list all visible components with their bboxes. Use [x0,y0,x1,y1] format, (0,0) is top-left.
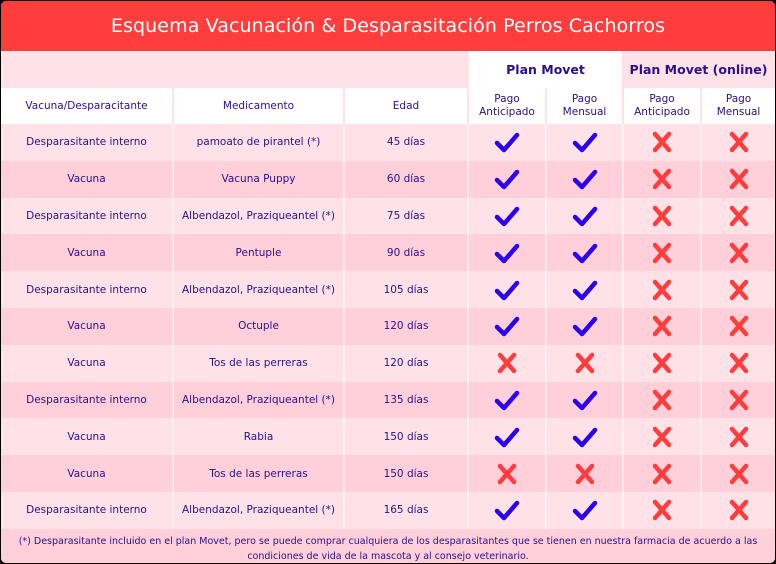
cross-icon [649,247,675,259]
table-row [1,124,775,161]
cell-plan1-monthly [545,492,622,529]
cell-plan1-monthly [545,124,622,161]
cell-age: 150 días [343,455,467,492]
cell-type: Vacuna [1,234,172,271]
column-header-plan2-advance [622,88,700,124]
cell-medication: Tos de las perreras [172,345,343,382]
cell-plan2-advance [622,308,700,345]
cross-icon [726,247,752,259]
cell-plan2-monthly [700,124,775,161]
table-row [1,492,775,529]
check-icon [572,394,598,406]
cell-plan2-advance [622,418,700,455]
cell-type: Vacuna [1,418,172,455]
cell-age: 120 días [343,308,467,345]
cell-age: 75 días [343,198,467,235]
cell-medication: pamoato de pirantel (*) [172,124,343,161]
header-line: Anticipado [634,106,690,118]
cross-icon [649,136,675,148]
cell-plan1-advance [467,492,545,529]
table-row [1,382,775,419]
table-row [1,161,775,198]
header-line: Pago [571,93,598,106]
cell-type: Vacuna [1,308,172,345]
column-header-medication: Medicamento [172,88,343,124]
cross-icon [649,173,675,185]
cell-plan2-advance [622,198,700,235]
cell-age: 105 días [343,271,467,308]
cell-plan2-advance [622,492,700,529]
plan-header-row [1,51,775,88]
table-row [1,455,775,492]
check-icon [494,320,520,332]
column-header-plan2-monthly [700,88,775,124]
cell-type: Vacuna [1,161,172,198]
cross-icon [726,504,752,516]
cross-icon [649,210,675,222]
check-icon [572,210,598,222]
cell-age: 150 días [343,418,467,455]
cell-age: 135 días [343,382,467,419]
cell-medication: Albendazol, Praziqueantel (*) [172,492,343,529]
cell-plan1-monthly [545,418,622,455]
cell-plan2-advance [622,234,700,271]
check-icon [494,431,520,443]
plan-movet-header: Plan Movet [467,51,622,88]
cell-medication: Octuple [172,308,343,345]
cell-plan1-monthly [545,271,622,308]
cell-plan2-advance [622,271,700,308]
cross-icon [726,284,752,296]
header-line: Pago [494,93,520,106]
cell-plan1-advance [467,198,545,235]
check-icon [572,431,598,443]
check-icon [494,173,520,185]
cell-age: 90 días [343,234,467,271]
cross-icon [726,173,752,185]
cell-plan1-advance [467,161,545,198]
cell-medication: Albendazol, Praziqueantel (*) [172,382,343,419]
cell-plan2-advance [622,345,700,382]
table-body [1,124,775,529]
cell-plan2-monthly [700,234,775,271]
cell-type: Vacuna [1,455,172,492]
cross-icon [572,357,598,369]
cell-medication: Pentuple [172,234,343,271]
check-icon [494,284,520,296]
page-title: Esquema Vacunación & Desparasitación Perros Cachorros [1,1,775,51]
header-line: Anticipado [479,106,535,118]
cross-icon [494,468,520,480]
cell-plan2-monthly [700,382,775,419]
cell-plan2-monthly [700,492,775,529]
table-row [1,198,775,235]
cross-icon [494,357,520,369]
table-row [1,418,775,455]
cross-icon [649,284,675,296]
cross-icon [649,394,675,406]
cell-type: Desparasitante interno [1,492,172,529]
cell-plan1-advance [467,124,545,161]
check-icon [572,136,598,148]
cell-plan1-monthly [545,345,622,382]
cell-plan1-advance [467,308,545,345]
cross-icon [726,320,752,332]
plan-movet-online-header: Plan Movet (online) [622,51,775,88]
cross-icon [726,136,752,148]
cell-plan2-monthly [700,198,775,235]
column-header-row [1,88,775,124]
cell-plan2-advance [622,455,700,492]
cell-plan1-advance [467,271,545,308]
schedule-table [1,51,775,529]
cell-type: Desparasitante interno [1,271,172,308]
cell-type: Desparasitante interno [1,382,172,419]
table-row [1,271,775,308]
column-header-plan1-monthly [545,88,622,124]
column-header-plan1-advance [467,88,545,124]
cross-icon [572,468,598,480]
cross-icon [649,468,675,480]
cell-plan1-advance [467,234,545,271]
cell-age: 120 días [343,345,467,382]
check-icon [494,210,520,222]
cell-plan2-advance [622,161,700,198]
cell-type: Desparasitante interno [1,198,172,235]
cell-plan2-advance [622,124,700,161]
cross-icon [649,357,675,369]
cell-plan2-monthly [700,271,775,308]
column-header-age: Edad [343,88,467,124]
cross-icon [726,468,752,480]
header-line: Mensual [716,106,761,118]
cell-medication: Albendazol, Praziqueantel (*) [172,198,343,235]
cell-plan2-monthly [700,345,775,382]
check-icon [572,320,598,332]
cell-plan1-monthly [545,308,622,345]
check-icon [572,504,598,516]
cross-icon [726,394,752,406]
cell-plan2-advance [622,382,700,419]
cross-icon [726,210,752,222]
schedule-card [1,1,775,563]
cell-plan1-advance [467,418,545,455]
header-line: Mensual [562,106,607,118]
blank-cell [1,51,467,88]
check-icon [572,173,598,185]
column-header-type: Vacuna/Desparacitante [1,88,172,124]
cell-plan2-monthly [700,455,775,492]
cross-icon [649,431,675,443]
header-line: Pago [725,93,752,106]
check-icon [494,394,520,406]
cell-medication: Tos de las perreras [172,455,343,492]
table-row [1,345,775,382]
cell-plan2-monthly [700,418,775,455]
cell-type: Vacuna [1,345,172,382]
cell-medication: Rabia [172,418,343,455]
check-icon [494,136,520,148]
cell-age: 45 días [343,124,467,161]
cell-plan1-monthly [545,198,622,235]
cell-plan1-advance [467,382,545,419]
cross-icon [726,357,752,369]
cell-plan1-advance [467,345,545,382]
table-row [1,234,775,271]
check-icon [572,284,598,296]
cell-plan1-advance [467,455,545,492]
cell-medication: Albendazol, Praziqueantel (*) [172,271,343,308]
check-icon [494,504,520,516]
cell-medication: Vacuna Puppy [172,161,343,198]
check-icon [572,247,598,259]
cell-plan1-monthly [545,382,622,419]
check-icon [494,247,520,259]
cross-icon [726,431,752,443]
cross-icon [649,504,675,516]
cell-plan2-monthly [700,308,775,345]
cross-icon [649,320,675,332]
cell-age: 60 días [343,161,467,198]
cell-plan1-monthly [545,161,622,198]
cell-plan1-monthly [545,455,622,492]
footnote: (*) Desparasitante incluido en el plan Movet, pero se puede comprar cualquiera de los desparasitantes que se tienen en nuestra farmacia de acuerdo a las condiciones de vida de la mascota y al consejo veterinario. [1,529,775,563]
cell-plan2-monthly [700,161,775,198]
header-line: Pago [649,93,675,106]
cell-plan1-monthly [545,234,622,271]
table-row [1,308,775,345]
cell-type: Desparasitante interno [1,124,172,161]
cell-age: 165 días [343,492,467,529]
